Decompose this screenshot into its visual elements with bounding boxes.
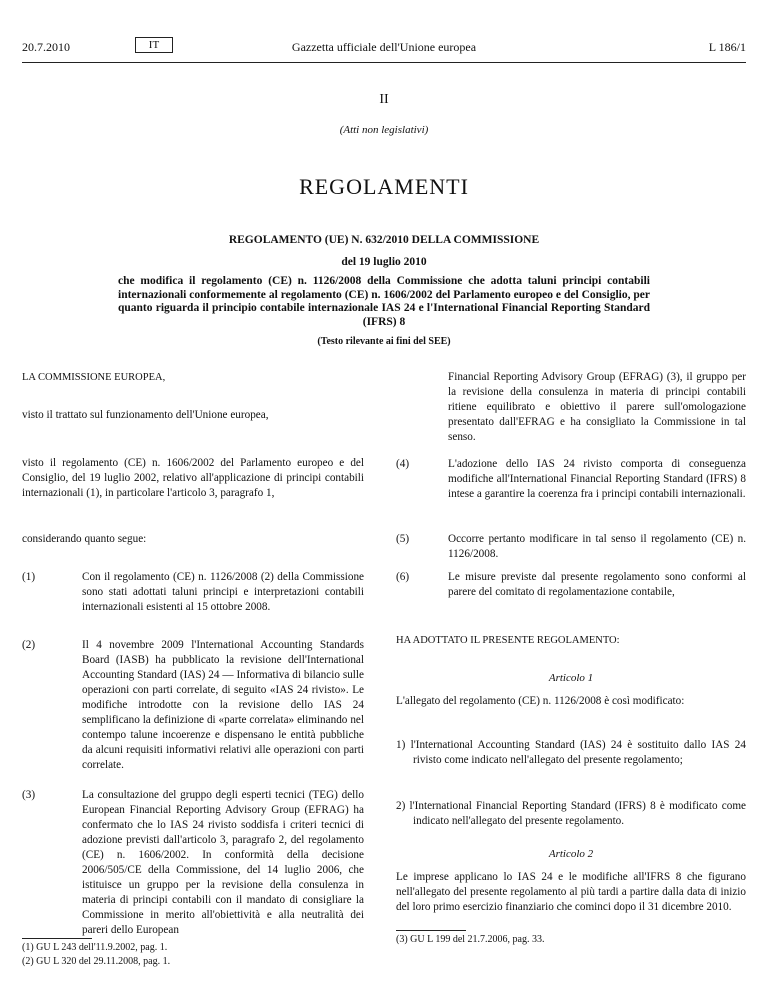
article-1-item-2: 2) l'International Financial Reporting Standard (IFRS) 8 è modificato come indicato nell'allegato del presente regolamento. bbox=[396, 800, 746, 827]
regulation-subject: che modifica il regolamento (CE) n. 1126/2008 della Commissione che adotta taluni principi contabili internazionali conformemente al regolamento (CE) n. 1606/2002 del Parlamento europeo e del Consiglio, per quanto riguarda il principio contabile internazionale IAS 24 e l'International Financial Reporting Standard (IFRS) 8 bbox=[118, 275, 650, 328]
recital-3: La consultazione del gruppo degli esperti tecnici (TEG) dello European Financial Reporting Advisory Group (EFRAG) ha confermato che lo IAS 24 rivisto soddisfa i criteri tecnici di adozione previsti dall'articolo 3, paragrafo 2, del regolamento (CE) n. 1606/2002. In conformità della decisione 2006/505/CE della Commissione, del 14 luglio 2006, che istituisce un gruppo per la revisione della consulenza in materia di principi contabili con il mandato di consigliare la Commissione in merito all'obiettività e alla neutralità dei pareri dello European bbox=[82, 789, 364, 936]
commission-heading: LA COMMISSIONE EUROPEA, bbox=[22, 372, 166, 383]
recital-1: Con il regolamento (CE) n. 1126/2008 (2) della Commissione sono stati adottati taluni principi e interpretazioni contabili internazionali esistenti al 15 ottobre 2008. bbox=[82, 571, 364, 613]
recital-number: (1) bbox=[22, 571, 36, 583]
recital-number: (2) bbox=[22, 639, 36, 651]
recital-4: L'adozione dello IAS 24 rivisto comporta di conseguenza modifiche all'International Financial Reporting Standard (IFRS) 8 intese a garantire la coerenza fra i principi contabili internazionali. bbox=[448, 458, 746, 500]
footnote-rule bbox=[396, 930, 466, 931]
recital-number: (4) bbox=[396, 458, 410, 470]
adopted-heading: HA ADOTTATO IL PRESENTE REGOLAMENTO: bbox=[396, 635, 620, 646]
footnote-2: (2) GU L 320 del 29.11.2008, pag. 1. bbox=[22, 956, 171, 967]
recital-number: (6) bbox=[396, 571, 410, 583]
article-1-intro: L'allegato del regolamento (CE) n. 1126/2008 è così modificato: bbox=[396, 695, 685, 707]
recital-5: Occorre pertanto modificare in tal senso il regolamento (CE) n. 1126/2008. bbox=[448, 533, 746, 560]
regulation-date: del 19 luglio 2010 bbox=[341, 256, 427, 268]
recital-2: Il 4 novembre 2009 l'International Accounting Standards Board (IASB) ha pubblicato la revisione dell'International Accounting Standard (IAS) 24 — Informativa di bilancio sulle operazioni con parti correlate, di seguito «IAS 24 rivisto». Le modifiche introdotte con la revisione dello IAS 24 semplificano la definizione di «parte correlata» eliminando nel contempo talune incoerenze e dispensano le entità pubbliche da alcuni requisiti informativi relativi alle operazioni con parti correlate. bbox=[82, 639, 364, 771]
language-box: IT bbox=[135, 37, 173, 53]
recital-3-continued: Financial Reporting Advisory Group (EFRAG) (3), il gruppo per la revisione della consulenza in materia di principi contabili ritiene equilibrato e obiettivo il parere sull'omologazione presentato dall'EFRAG e ha consigliato la Commissione in tal senso. bbox=[448, 371, 746, 443]
recital-6: Le misure previste dal presente regolamento sono conformi al parere del comitato di regolamentazione contabile, bbox=[448, 571, 746, 598]
header-rule bbox=[22, 62, 746, 63]
recital-number: (3) bbox=[22, 789, 36, 801]
header-journal: Gazzetta ufficiale dell'Unione europea bbox=[291, 40, 477, 54]
recital-number: (5) bbox=[396, 533, 410, 545]
article-2-text: Le imprese applicano lo IAS 24 e le modifiche all'IFRS 8 che figurano nell'allegato del presente regolamento al più tardi a partire dalla data di inizio del loro primo esercizio finanziario che cominci dopo il 31 dicembre 2010. bbox=[396, 871, 746, 913]
article-2-title: Articolo 2 bbox=[548, 848, 594, 860]
considering-heading: considerando quanto segue: bbox=[22, 533, 147, 545]
footnote-rule bbox=[22, 938, 92, 939]
footnote-1: (1) GU L 243 dell'11.9.2002, pag. 1. bbox=[22, 942, 168, 953]
eea-relevance: (Testo rilevante ai fini del SEE) bbox=[317, 336, 451, 347]
main-title: REGOLAMENTI bbox=[299, 174, 469, 199]
regulation-name: REGOLAMENTO (UE) N. 632/2010 DELLA COMMISSIONE bbox=[228, 234, 540, 246]
footnote-3: (3) GU L 199 del 21.7.2006, pag. 33. bbox=[396, 934, 545, 945]
article-1-title: Articolo 1 bbox=[548, 672, 594, 684]
section-subtitle: (Atti non legislativi) bbox=[339, 124, 429, 136]
header-page: L 186/1 bbox=[708, 40, 746, 54]
article-1-item-1: 1) l'International Accounting Standard (IAS) 24 è sostituito dallo IAS 24 rivisto come indicato nell'allegato del presente regolamento; bbox=[396, 739, 746, 766]
section-number: II bbox=[379, 92, 389, 107]
treaty-citation: visto il trattato sul funzionamento dell'Unione europea, bbox=[22, 409, 269, 421]
header-date: 20.7.2010 bbox=[22, 40, 70, 54]
regulation-citation: visto il regolamento (CE) n. 1606/2002 del Parlamento europeo e del Consiglio, del 19 luglio 2002, relativo all'applicazione di principi contabili internazionali (1), in particolare l'articolo 3, paragrafo 1, bbox=[22, 457, 364, 499]
